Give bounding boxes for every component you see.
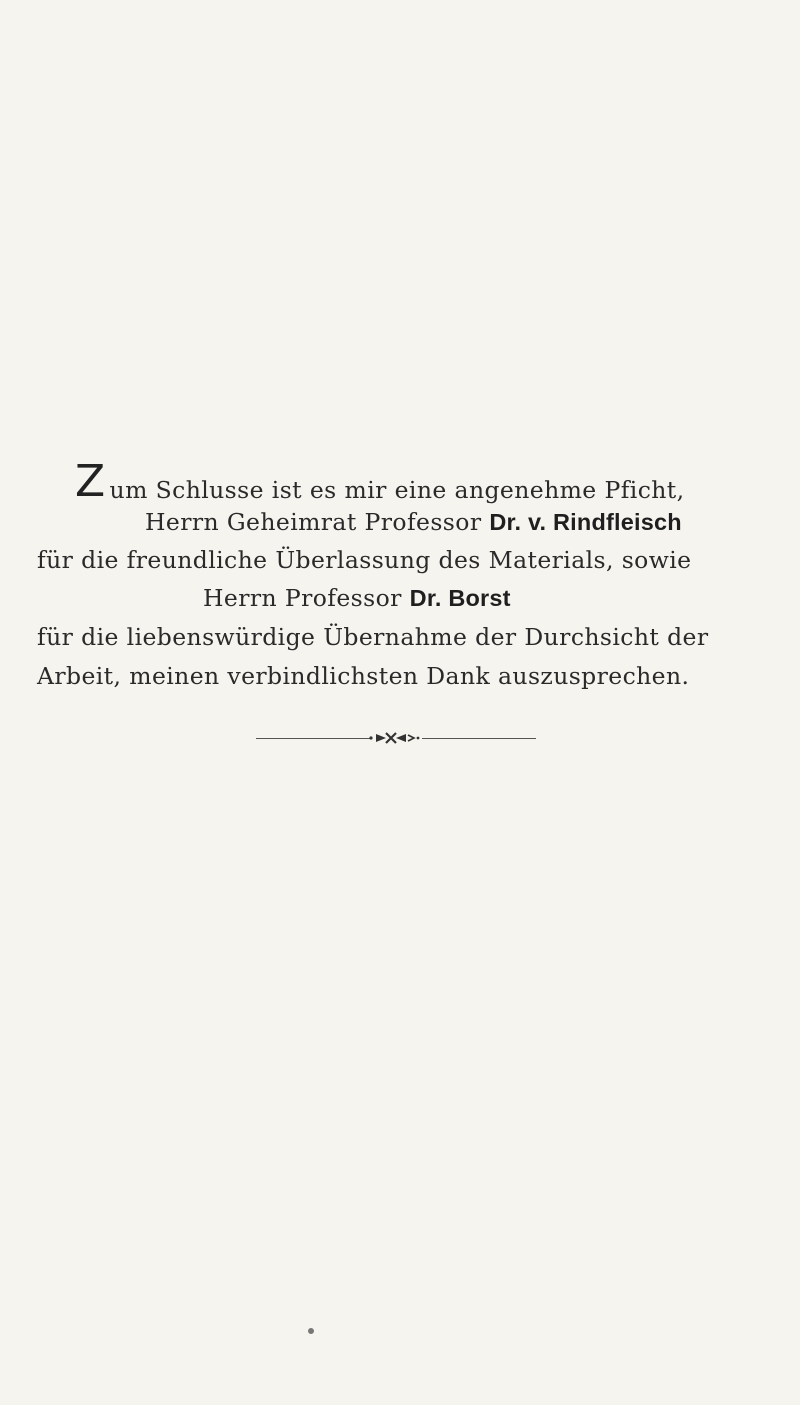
- line-3-text: für die freundliche Überlassung des Materials, sowie: [37, 546, 692, 574]
- name-rindfleisch: Dr. v. Rindfleisch: [489, 509, 682, 535]
- flourish-icon: [368, 731, 424, 745]
- line-1-text: um Schlusse ist es mir eine angenehme Pficht,: [109, 476, 685, 504]
- initial-letter: Z: [75, 456, 106, 507]
- line-6-text: Arbeit, meinen verbindlichsten Dank auszusprechen.: [37, 662, 690, 690]
- ornament-rule-right: [422, 738, 536, 739]
- line-5-text: für die liebenswürdige Übernahme der Durchsicht der: [37, 623, 709, 651]
- line-4-prefix: Herrn Professor: [203, 584, 410, 612]
- text-line-3: [37, 545, 691, 575]
- text-line-4: [203, 583, 511, 613]
- text-line-1: [75, 456, 685, 507]
- name-borst: Dr. Borst: [409, 585, 511, 611]
- text-line-5: [37, 622, 708, 652]
- paper-speck: [308, 1328, 314, 1334]
- ornament-divider: [256, 731, 536, 745]
- text-line-6: [37, 661, 689, 691]
- line-2-prefix: Herrn Geheimrat Professor: [145, 508, 490, 536]
- ornament-rule-left: [256, 738, 370, 739]
- text-line-2: [145, 507, 682, 537]
